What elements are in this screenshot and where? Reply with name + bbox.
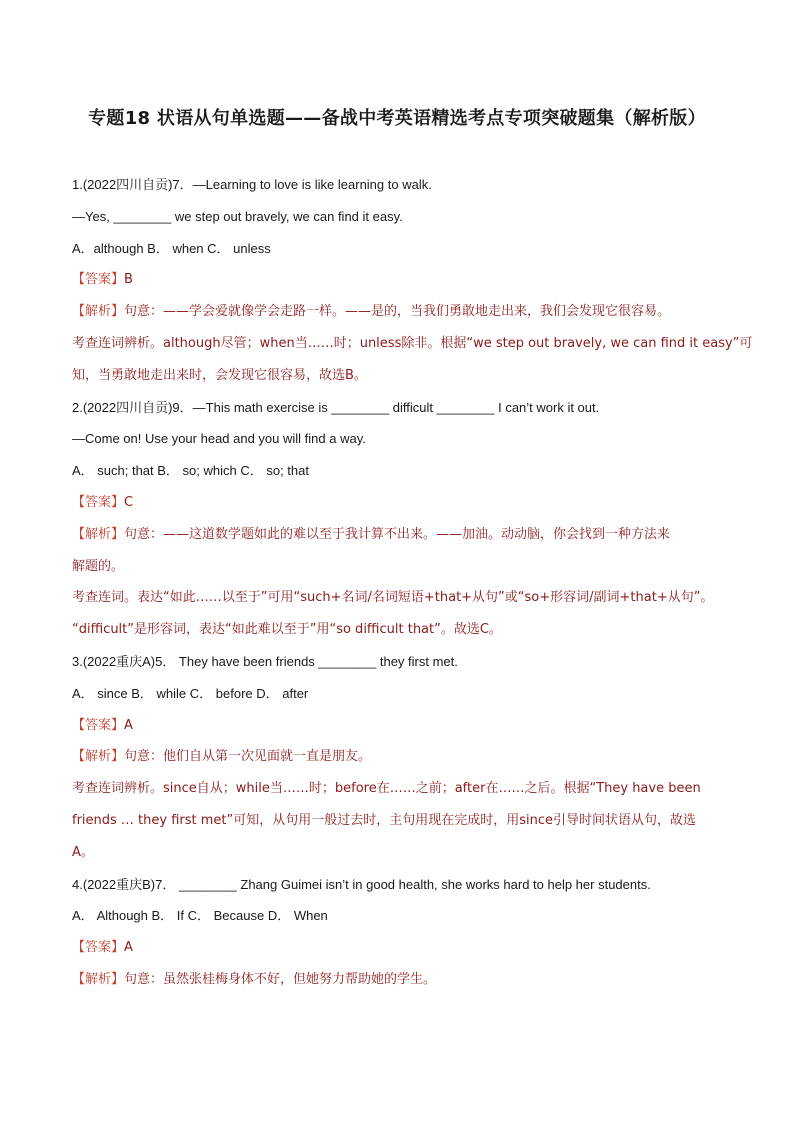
question-2-analysis-2: 解题的。 <box>72 558 125 574</box>
answer-value: A <box>124 717 133 733</box>
question-2-analysis-3: 考查连词。表达“如此……以至于”可用“such+名词/名词短语+that+从句”或“so+形容词/副词+that+从句”。 <box>72 590 714 606</box>
question-1-analysis-3: 知，当勇敢地走出来时，会发现它很容易，故选B。 <box>72 367 367 383</box>
question-2-answer <box>72 492 722 524</box>
question-4-answer <box>72 937 722 969</box>
answer-tag: 【答案】 <box>72 940 125 956</box>
question-4-stem: 4.(2022重庆B)7． ________ Zhang Guimei isn’t in good health, she works hard to help her students. <box>72 876 651 892</box>
question-1-stem: 1.(2022四川自贡)7．—Learning to love is like learning to walk. <box>72 177 432 192</box>
analysis-tag: 【解析】 <box>72 304 125 320</box>
question-4-options: A． Although B． If C． Because D． When <box>72 908 328 924</box>
question-3-answer <box>72 715 722 747</box>
answer-value: B <box>124 272 133 288</box>
document-title: 专题18 状语从句单选题——备战中考英语精选考点专项突破题集（解析版） <box>88 108 706 129</box>
analysis-text: 句意：他们自从第一次见面就一直是朋友。 <box>124 749 372 765</box>
question-1-answer <box>72 269 722 301</box>
answer-value: A <box>124 940 133 956</box>
answer-tag: 【答案】 <box>72 717 125 733</box>
answer-value: C <box>124 494 134 510</box>
question-1-line2: —Yes, ________ we step out bravely, we can find it easy. <box>72 208 403 224</box>
question-1-analysis-2: 考查连词辨析。although尽管；when当……时；unless除非。根据“we step out bravely, we can find it easy”可 <box>72 335 753 351</box>
question-2-analysis-1 <box>72 524 722 556</box>
analysis-text: 句意：虽然张桂梅身体不好，但她努力帮助她的学生。 <box>124 971 437 987</box>
answer-tag: 【答案】 <box>72 494 125 510</box>
analysis-tag: 【解析】 <box>72 749 125 765</box>
analysis-tag: 【解析】 <box>72 971 125 987</box>
question-3-analysis-1 <box>72 746 722 778</box>
question-list <box>72 174 753 1001</box>
question-4-analysis-1 <box>72 969 722 1001</box>
question-2-line2: —Come on! Use your head and you will find a way. <box>72 431 366 447</box>
analysis-text: 句意：——学会爱就像学会走路一样。——是的，当我们勇敢地走出来，我们会发现它很容易。 <box>124 304 671 320</box>
answer-tag: 【答案】 <box>72 272 125 288</box>
analysis-text: 句意：——这道数学题如此的难以至于我计算不出来。——加油。动动脑，你会找到一种方法来 <box>124 526 671 542</box>
analysis-tag: 【解析】 <box>72 526 125 542</box>
question-3-analysis-2: 考查连词辨析。since自从；while当……时；before在……之前；after在……之后。根据“They have been <box>72 781 701 797</box>
question-2-options: A． such; that B． so; which C． so; that <box>72 463 309 479</box>
question-3-analysis-4: A。 <box>72 844 94 860</box>
question-2-stem: 2.(2022四川自贡)9．—This math exercise is ________ difficult ________ I can’t work it out. <box>72 399 600 415</box>
question-1-analysis-1 <box>72 301 722 333</box>
question-3-analysis-3: friends … they first met”可知，从句用一般过去时，主句用现在完成时，用since引导时间状语从句，故选 <box>72 812 697 828</box>
question-2-analysis-4: “difficult”是形容词，表达“如此难以至于”用“so difficult that”。故选C。 <box>72 622 502 638</box>
question-1-options: A．although B． when C． unless <box>72 240 271 256</box>
question-3-options: A． since B． while C． before D． after <box>72 685 309 701</box>
question-3-stem: 3.(2022重庆A)5． They have been friends ________ they first met. <box>72 653 458 669</box>
